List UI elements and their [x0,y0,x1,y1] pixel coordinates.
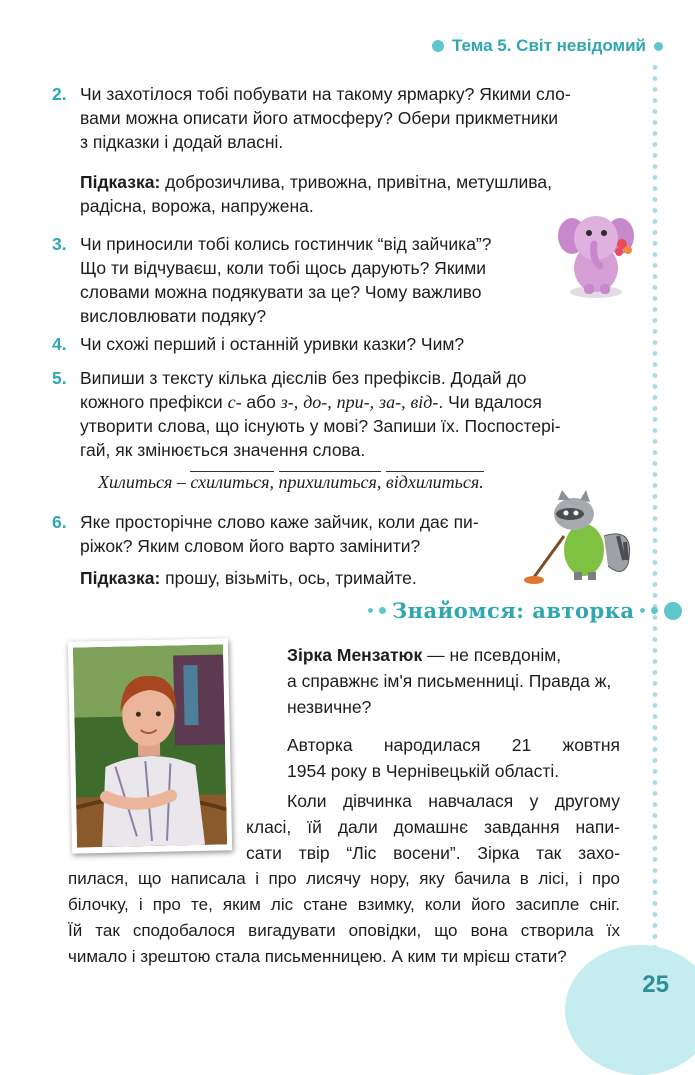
task-5 [52,366,620,462]
example-word: відхилиться. [385,472,484,492]
section-heading [368,598,682,623]
bullet-dot-icon [640,608,645,613]
prefix: за-, [379,392,406,412]
bullet-dot-icon [379,607,386,614]
example-words: Хилиться – схилиться, прихилиться, відхилиться. [98,472,484,492]
prefix: при-, [336,392,375,412]
bio-paragraph-2: Авторка народилася 21 жовтня 1954 року в Чернівецькій області. [287,735,620,781]
bio-paragraph-1: Зірка Мензатюк — не псевдонім, а справжнє ім'я письменниці. Правда ж, незвичне? [287,645,612,717]
task-line: словами можна подякувати за це? Чому важливо [80,282,482,302]
page-corner [565,945,695,1075]
task-2 [52,82,640,154]
bullet-dot-icon [368,608,373,613]
example-word: схилиться, [190,472,275,492]
bullet-dot-icon [651,607,658,614]
hint-2 [80,566,640,590]
author-photo [68,638,232,853]
task-line: Чи схожі перший і останній уривки казки? Чим? [80,334,465,354]
prefix: від- [410,392,439,412]
task-line: Що ти відчуваєш, коли тобі щось дарують? Якими [80,258,487,278]
task-line: кожного префікси с- або з-, до-, при-, за-, від-. Чи вдалося [80,392,542,412]
section-title: Знайомся: авторка [392,598,635,623]
example-word: прихилиться, [278,472,382,492]
task-line: з підказки і додай власні. [80,132,284,152]
task-line: висловлювати подяку? [80,306,267,326]
task-line: Яке просторічне слово каже зайчик, коли дає пи- [80,512,479,532]
hint-text: доброзичлива, тривожна, привітна, метушлива, [160,172,552,192]
bullet-dot-icon [654,42,663,51]
task-number: 3. [52,234,67,254]
task-number: 6. [52,512,67,532]
bullet-dot-icon [664,602,682,620]
task-line: ріжок? Яким словом його варто замінити? [80,536,421,556]
hint-text: прошу, візьміть, ось, тримайте. [160,568,417,588]
prefix: с- [227,392,242,412]
theme-title: Тема 5. Світ невідомий [451,36,646,55]
task-line: Чи приносили тобі колись гостинчик “від зайчика”? [80,234,492,254]
prefix: з-, [280,392,299,412]
task-number: 2. [52,84,67,104]
bullet-dot-icon [432,40,444,52]
page-number: 25 [642,971,669,998]
task-number: 4. [52,334,67,354]
hint-text: радісна, ворожа, напружена. [80,196,314,216]
hint-label: Підказка: [80,568,161,588]
theme-header [432,36,663,56]
task-line: Випиши з тексту кілька дієслів без префіксів. Додай до [80,368,527,388]
author-name: Зірка Мензатюк [287,645,423,665]
dotted-margin-line [652,62,658,952]
task-number: 5. [52,368,67,388]
task-6 [52,510,530,558]
task-4 [52,332,640,356]
prefix: до-, [303,392,332,412]
elephant-illustration [556,206,638,300]
task-line: вами можна описати його атмосферу? Обери прикметники [80,108,559,128]
hint-label: Підказка: [80,172,161,192]
bio-paragraph-3-cont: пилася, що написала і про лисячу нору, яку бачила в лісі, і про білочку, і про те, яким ліс стане взимку, коли його засипле сніг. Їй так сподобалося вигадувати оповідки, що вона створила їх чимало і зрештою стала письменницею. А ким ти мрієш стати? [68,869,620,966]
bio-paragraph-3: Коли дівчинка навчалася у другому класі, їй дали домашнє завдання напи- сати твір “Ліс восени”. Зірка так захо- [246,791,620,863]
task-3 [52,232,560,328]
task-line: гай, як змінюється значення слова. [80,440,366,460]
task-line: утворити слова, що існують у мові? Запиши їх. Поспостері- [80,416,561,436]
author-photo-image [73,644,227,847]
task-line: Чи захотілося тобі побувати на такому ярмарку? Якими сло- [80,84,571,104]
